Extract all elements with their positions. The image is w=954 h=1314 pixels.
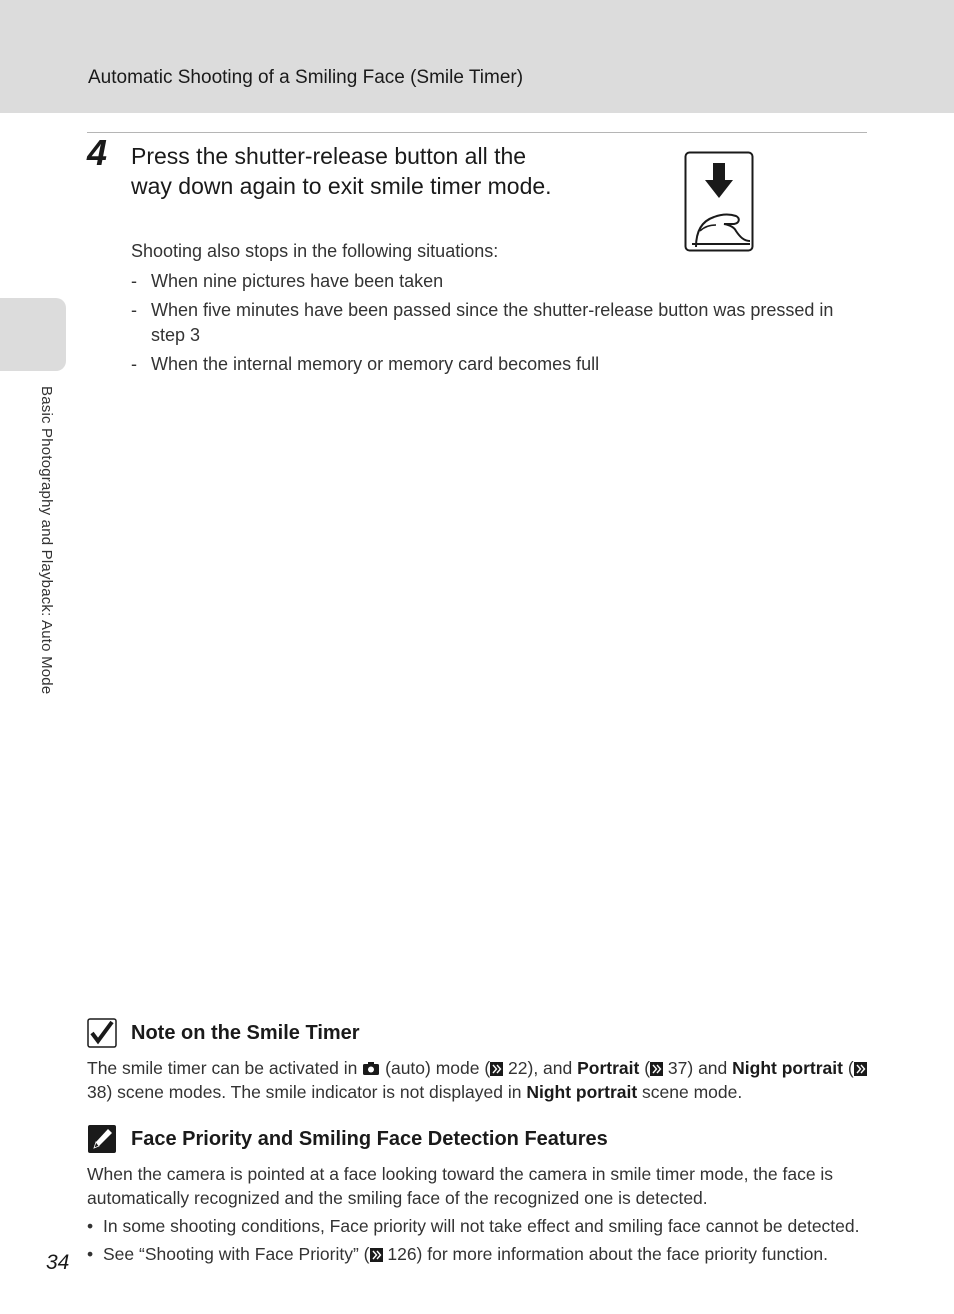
list-item-text: In some shooting conditions, Face priority will not take effect and smiling face cannot be detected. xyxy=(103,1216,860,1236)
situation-list xyxy=(131,269,871,381)
list-item xyxy=(87,1214,877,1238)
note-title: Face Priority and Smiling Face Detection Features xyxy=(131,1128,608,1150)
list-item-text: See “Shooting with Face Priority” ( xyxy=(103,1244,370,1264)
check-note-icon xyxy=(87,1018,117,1048)
camera-icon xyxy=(362,1061,380,1076)
note-body: The smile timer can be activated in (auto) mode ( 22), and Portrait ( 37) and Night portrait ( 38) scene modes. The smile indicator is not displayed in Night portrait scene mode. xyxy=(87,1056,877,1104)
bullet: • xyxy=(87,1244,94,1264)
page-reference-icon xyxy=(650,1062,663,1076)
list-item xyxy=(131,269,871,294)
dash: - xyxy=(131,300,137,320)
note-body xyxy=(87,1162,877,1270)
chapter-tab[interactable] xyxy=(0,298,66,371)
page-reference-icon xyxy=(370,1248,383,1262)
pencil-note-icon xyxy=(87,1124,117,1154)
page-reference-icon xyxy=(490,1062,503,1076)
page-number: 34 xyxy=(46,1251,70,1274)
chapter-tab-label: Basic Photography and Playback: Auto Mode xyxy=(38,386,55,695)
divider xyxy=(87,132,867,133)
page-reference-icon xyxy=(854,1062,867,1076)
bullet-list xyxy=(87,1214,877,1266)
bullet: • xyxy=(87,1216,94,1236)
list-item xyxy=(131,298,871,348)
list-item-text: When the internal memory or memory card becomes full xyxy=(151,354,600,374)
list-item-text: When five minutes have been passed since the shutter-release button was pressed in step 3 xyxy=(151,300,834,345)
list-item-text: When nine pictures have been taken xyxy=(151,271,444,291)
shutter-press-full-icon xyxy=(684,151,754,252)
dash: - xyxy=(131,271,137,291)
step-heading: Press the shutter-release button all the way down again to exit smile timer mode. xyxy=(131,143,552,199)
step-intro: Shooting also stops in the following situations: xyxy=(131,241,499,261)
list-item xyxy=(87,1242,877,1266)
dash: - xyxy=(131,354,137,374)
header-band xyxy=(0,0,954,113)
list-item-text: 126) for more information about the face priority function. xyxy=(382,1244,829,1264)
step-number: 4 xyxy=(87,132,108,173)
list-item xyxy=(131,352,871,377)
page-section-title: Automatic Shooting of a Smiling Face (Smile Timer) xyxy=(88,67,524,88)
note-title: Note on the Smile Timer xyxy=(131,1022,360,1044)
note-paragraph: When the camera is pointed at a face looking toward the camera in smile timer mode, the face is automatically recognized and the smiling face of the recognized one is detected. xyxy=(87,1164,834,1208)
